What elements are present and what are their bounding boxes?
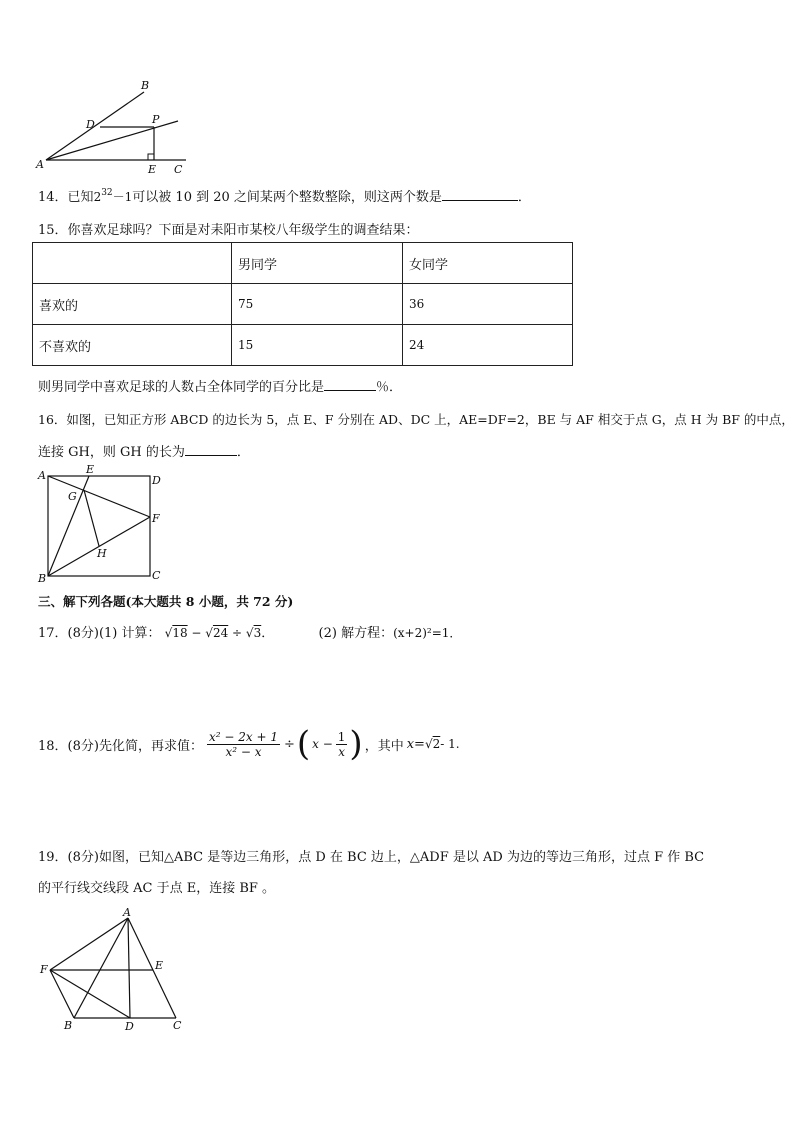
- table-cell: 15: [232, 325, 403, 366]
- q18-inner-fraction: [336, 730, 348, 759]
- q18-number: 18．: [38, 738, 68, 754]
- question-18: [38, 724, 460, 764]
- question-14: [38, 186, 531, 205]
- q15-question: [38, 376, 402, 395]
- segment-gh: [84, 490, 99, 546]
- q16-number: 16．: [38, 412, 67, 427]
- q14-number: 14．: [38, 190, 68, 205]
- q19-line2: 的平行线交线段 AC 于点 E，连接 BF 。: [38, 881, 276, 896]
- table-cell: 不喜欢的: [33, 325, 232, 366]
- segment-af: [48, 476, 150, 517]
- survey-table: [32, 242, 573, 366]
- q15-number: 15．: [38, 223, 68, 238]
- q17-part2-expression: (x+2)²=1．: [393, 626, 462, 640]
- q18-condition-root: √2: [424, 737, 441, 751]
- q17-expression: √18 − √24 ÷ √3: [164, 626, 262, 640]
- table-header-cell: 女同学: [403, 243, 573, 284]
- q18-numerator: x² − 2x + 1: [208, 729, 278, 744]
- q18-condition-before: ，其中: [364, 738, 404, 754]
- label-a: A: [36, 158, 44, 171]
- label-d: D: [125, 1020, 134, 1033]
- label-b: B: [38, 572, 47, 585]
- label-f: F: [152, 512, 160, 525]
- q18-root-value: 2: [432, 737, 441, 751]
- label-b: B: [141, 79, 150, 92]
- label-c: C: [173, 1019, 182, 1032]
- label-a: A: [123, 906, 131, 919]
- q17-radicand-a: 18: [172, 626, 188, 640]
- q17-part1-label: (1) 计算：: [98, 626, 161, 641]
- q17-part2-label: (2) 解方程：: [318, 626, 394, 641]
- q18-text: 先化简，再求值：: [98, 738, 203, 754]
- label-g: G: [68, 490, 77, 503]
- table-header-cell: [33, 243, 232, 284]
- label-p: P: [152, 113, 160, 126]
- question-17: [38, 622, 461, 641]
- q18-fraction: [207, 730, 280, 759]
- label-f: F: [40, 963, 48, 976]
- q19-number: 19．: [38, 850, 68, 865]
- q18-left-paren: (: [296, 724, 311, 764]
- right-angle-mark: [148, 154, 154, 160]
- table-header-row: [33, 243, 573, 284]
- table-cell: 75: [232, 284, 403, 325]
- q18-score: (8分): [67, 738, 99, 754]
- q18-inner-den: x: [338, 744, 345, 759]
- square-figure-q16: [34, 462, 168, 586]
- table-row: [33, 284, 573, 325]
- segment-ab: [74, 918, 128, 1018]
- question-16-line1: [38, 410, 794, 428]
- q14-text-before: 已知: [67, 190, 94, 205]
- table-cell: 36: [403, 284, 573, 325]
- q15-text: 你喜欢足球吗？下面是对耒阳市某校八年级学生的调查结果：: [67, 223, 419, 238]
- q18-right-paren: ): [349, 724, 363, 764]
- q18-condition-var: x: [406, 736, 415, 752]
- q18-div: ÷: [283, 736, 295, 752]
- q16-answer-blank[interactable]: [185, 441, 237, 456]
- table-cell: 24: [403, 325, 573, 366]
- q18-condition-eq: =: [414, 736, 425, 752]
- q14-text-after: 可以被 10 到 20 之间某两个整数整除，则这两个数是: [132, 190, 442, 205]
- segment-af: [50, 918, 128, 970]
- q17-score: (8分): [67, 626, 99, 641]
- q18-condition-after: - 1.: [440, 737, 460, 751]
- q19-line1: 如图，已知△ABC 是等边三角形，点 D 在 BC 边上，△ADF 是以 AD 为边的等边三角形，过点 F 作 BC: [98, 850, 705, 865]
- q16-line2-after: ．: [236, 445, 250, 460]
- label-e: E: [86, 463, 95, 476]
- q17-part1-end: ．: [261, 626, 275, 641]
- label-c: C: [152, 569, 161, 582]
- section-3-title: 三、解下列各题(本大题共 8 小题，共 72 分): [38, 594, 294, 609]
- ray-ab: [46, 92, 144, 160]
- q17-radicand-c: 3: [253, 626, 262, 640]
- q15-question-after: ％．: [376, 380, 403, 395]
- question-16-line2: [38, 441, 250, 460]
- triangle-figure-q19: [36, 906, 196, 1034]
- label-c: C: [174, 163, 183, 176]
- question-19-line2: [38, 877, 275, 896]
- label-d: D: [86, 118, 95, 131]
- q14-end: ．: [517, 190, 531, 205]
- q14-exponent: 32: [101, 188, 113, 198]
- label-e: E: [148, 163, 157, 176]
- label-b: B: [64, 1019, 73, 1032]
- question-15: [38, 219, 419, 238]
- section-3-heading: [38, 592, 293, 610]
- segment-ac: [128, 918, 176, 1018]
- q16-line1: 如图，已知正方形 ABCD 的边长为 5，点 E、F 分别在 AD、DC 上，AE=DF=2，BE 与 AF 相交于点 G，点 H 为 BF 的中点，: [66, 412, 794, 427]
- q15-question-before: 则男同学中喜欢足球的人数占全体同学的百分比是: [38, 380, 325, 395]
- q19-score: (8分): [67, 850, 99, 865]
- q14-answer-blank[interactable]: [442, 186, 518, 201]
- label-d: D: [152, 474, 161, 487]
- segment-ad: [128, 918, 130, 1018]
- q18-denominator: x² − x: [225, 744, 262, 759]
- angle-figure-q13: [34, 76, 194, 180]
- q15-answer-blank[interactable]: [324, 376, 376, 391]
- table-header-cell: 男同学: [232, 243, 403, 284]
- label-a: A: [38, 469, 46, 482]
- question-19-line1: [38, 846, 704, 865]
- q17-radicand-b: 24: [212, 626, 229, 640]
- q18-inner-num: 1: [337, 729, 346, 744]
- q16-line2-before: 连接 GH，则 GH 的长为: [38, 445, 185, 460]
- q14-base: 2: [93, 190, 102, 204]
- q17-number: 17．: [38, 626, 68, 641]
- table-cell: 喜欢的: [33, 284, 232, 325]
- label-e: E: [155, 959, 164, 972]
- q18-paren-x: x −: [312, 737, 333, 751]
- q14-minus-one: －1: [112, 190, 133, 204]
- table-row: [33, 325, 573, 366]
- label-h: H: [97, 547, 107, 560]
